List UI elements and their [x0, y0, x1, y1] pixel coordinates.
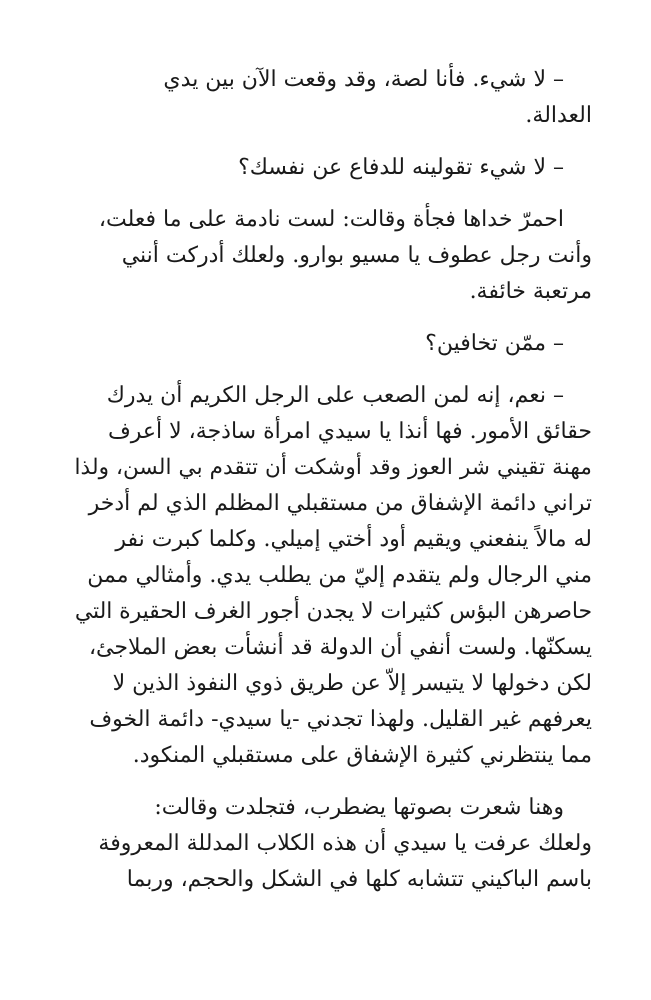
book-page	[72, 62, 592, 914]
text-line: – نعم، إنه لمن الصعب على الرجل الكريم أن يدرك	[106, 383, 564, 408]
paragraph-dialogue-1	[72, 62, 592, 134]
text-line: باسم الباكيني تتشابه كلها في الشكل والحجم، وربما	[126, 867, 592, 892]
text-line: له مالاً ينفعني ويقيم أود أختي إميلي. وكلما كبرت نفر	[115, 527, 592, 552]
paragraph-dialogue-4	[72, 378, 592, 774]
text-line: مما ينتظرني كثيرة الإشفاق على مستقبلي المنكود.	[132, 743, 592, 768]
text-line: العدالة.	[525, 103, 592, 128]
paragraph-dialogue-2	[72, 150, 592, 186]
text-line: حاصرهن البؤس كثيرات لا يجدن أجور الغرف الحقيرة التي	[74, 599, 592, 624]
text-line: مرتعبة خائفة.	[469, 279, 592, 304]
paragraph-narration-1	[72, 202, 592, 310]
text-line: يعرفهم غير القليل. ولهذا تجدني -يا سيدي- دائمة الخوف	[89, 707, 592, 732]
text-line: وهنا شعرت بصوتها يضطرب، فتجلدت وقالت:	[154, 795, 564, 820]
text-line: – لا شيء تقولينه للدفاع عن نفسك؟	[238, 155, 564, 180]
text-line: وأنت رجل عطوف يا مسيو بوارو. ولعلك أدركت أنني	[121, 243, 592, 268]
paragraph-narration-2	[72, 790, 592, 898]
text-line: حقائق الأمور. فها أنذا يا سيدي امرأة ساذجة، لا أعرف	[107, 419, 592, 444]
paragraph-dialogue-3	[72, 326, 592, 362]
text-line: مني الرجال ولم يتقدم إليّ من يطلب يدي. وأمثالي ممن	[87, 563, 592, 588]
text-line: يسكنّها. ولست أنفي أن الدولة قد أنشأت بعض الملاجئ،	[88, 635, 592, 660]
text-line: – لا شيء. فأنا لصة، وقد وقعت الآن بين يدي	[163, 67, 564, 92]
text-line: تراني دائمة الإشفاق من مستقبلي المظلم الذي لم أدخر	[88, 491, 592, 516]
text-line: – ممّن تخافين؟	[425, 331, 564, 356]
text-line: ولعلك عرفت يا سيدي أن هذه الكلاب المدللة المعروفة	[98, 831, 592, 856]
text-line: مهنة تقيني شر العوز وقد أوشكت أن تتقدم بي السن، ولذا	[74, 455, 592, 480]
text-line: لكن دخولها لا يتيسر إلاّ عن طريق ذوي النفوذ الذين لا	[112, 671, 592, 696]
text-line: احمرّ خداها فجأة وقالت: لست نادمة على ما فعلت،	[98, 207, 564, 232]
